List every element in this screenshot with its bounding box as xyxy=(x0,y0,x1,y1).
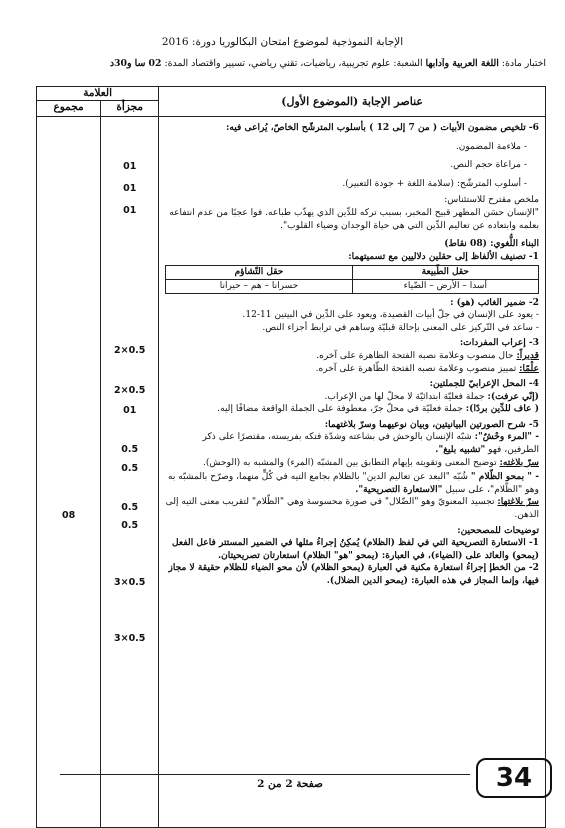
field-pessimism-words: حسرانا – هم – حيرانا xyxy=(166,279,352,293)
mark-s6-content: 01 xyxy=(123,161,137,172)
note-1: 1- الاستعارة التصريحية التي في لفظ (الظلام) يُمكِنُ إجراءُ مثلها في الضمير المستتر فاعل الفعل (يمحو) والعائد على (الضياء)، في العبارة: (يمحو "هو" الظلام) استعارتان تصريحيتان. xyxy=(172,537,539,561)
q5-answer-a xyxy=(165,431,539,456)
q5-secret-a xyxy=(165,457,539,470)
criterion-style: - أسلوب المترشّح: (سلامة اللغة + جودة التعبير). xyxy=(342,178,527,189)
mark-q4-a: 0.5 xyxy=(121,502,139,513)
footer-divider xyxy=(60,774,470,775)
mark-q3-a: 0.5 xyxy=(121,444,139,455)
q1-title: 1- تصنيف الألفاظ إلى حقلين دلاليين مع تسميتهما: xyxy=(348,250,539,262)
q5-phrase-b: - " بمحو الظّلام " xyxy=(470,471,539,483)
q4-text-b: جملة فعليّة في محلّ جرّ، معطوفة على الجملة الواقعة مضافًا إليه. xyxy=(217,404,466,415)
criterion-length: - مراعاة حجم النص. xyxy=(450,160,527,171)
mark-q5-b: 3×0.5 xyxy=(114,633,146,644)
info-duration: 02 سا و30د xyxy=(109,58,162,69)
mark-q1: 2×0.5 xyxy=(114,345,146,356)
mark-q5-a: 3×0.5 xyxy=(114,577,146,588)
answer-elements-header: عناصر الإجابة (الموضوع الأول) xyxy=(159,87,546,117)
q3-answer-b xyxy=(165,363,539,376)
mark-s6-length: 01 xyxy=(123,183,137,194)
info-prefix: اختبار مادة: xyxy=(498,58,546,69)
q3-word-b: علْمًا: xyxy=(519,362,539,374)
q4-text-a: جملة فعليّة ابتدائيّة لا محلّ لها من الإعراب. xyxy=(324,391,488,402)
field-pessimism-head: حقل التّشاؤم xyxy=(166,266,352,280)
page-label: صفحة 2 من 2 xyxy=(257,778,323,790)
q5-title: 5- شرح الصورتين البيانيتين، وبيان نوعيهما وسرّ بلاغتهما: xyxy=(324,418,539,430)
notes-title: توضيحات للمصححين: xyxy=(457,524,539,536)
answer-table xyxy=(36,86,546,828)
q3-word-a: قديراً: xyxy=(516,349,539,361)
q3-answer-a xyxy=(165,350,539,363)
q5-secret-label-a: سرّ بلاغته: xyxy=(499,456,539,468)
q5-type-a: "تشبيه بليغ". xyxy=(435,444,486,456)
total-header: مجموع xyxy=(37,101,101,117)
section6-title: 6- تلخيص مضمون الأبيات ( من 7 إلى 12 ) بأسلوب المترشّح الخاصّ، يُراعى فيه: xyxy=(226,122,539,133)
q5-secret-label-b: سرّ بلاغتها: xyxy=(497,496,539,508)
q4-title: 4- المحل الإعرابيّ للجملتين: xyxy=(429,378,539,390)
q2-answer-a: - يعود على الإنسان في جلّ أبيات القصيدة، ويعود على الدِّين في البيتين 11-12. xyxy=(242,310,539,321)
q5-phrase-a: - "المرء وحْشٌ": xyxy=(474,431,539,443)
q4-phrase-a: (إنّي عرفت): xyxy=(487,390,539,402)
q3-text-b: تمييز منصوب وعلامة نصبه الفتحة الظّاهرة على آخره. xyxy=(315,363,520,374)
q5-secret-b xyxy=(165,496,539,521)
q3-text-a: حال منصوب وعلامة نصبه الفتحة الظاهرة على آخره. xyxy=(316,350,517,361)
q4-phrase-b: ( عاف للدِّين بردًا): xyxy=(465,403,539,415)
q5-secret-text-b: تجسيد المعنويّ وهو "الضّلال" في صورة محسوسة وهي "الظّلام" لتقريب معنى التيه إلى الذهن. xyxy=(165,497,539,521)
mark-q4-b: 0.5 xyxy=(121,520,139,531)
partial-marks-column xyxy=(101,117,159,828)
mark-q2-a: 2×0.5 xyxy=(114,385,146,396)
q5-type-b: "الاستعارة التصريحية". xyxy=(355,483,443,495)
summary-label: ملخص مقترح للاستئناس: xyxy=(444,195,539,206)
partial-header: مجزأة xyxy=(101,101,159,117)
q5-text-b: شُبّه "البعد عن تعاليم الدين" بالظلام بجامع التيه في كُلٍّ منهما، وصرّح بالمشبّه به وهو "الظّلام"، على سبيل xyxy=(167,472,539,495)
q3-title: 3- إعراب المفردات: xyxy=(459,337,539,349)
exam-info xyxy=(36,58,546,69)
field-nature-words: أسدا – الأرض – الضّياء xyxy=(352,279,538,293)
q4-answer-a xyxy=(165,391,539,404)
q5-secret-text-a: توضيح المعنى وتقويته بإيهام التطابق بين المشبّه (المرء) والمشبه به (الوحش). xyxy=(202,457,500,468)
marks-header: العلامة xyxy=(37,87,159,101)
lang-title: البناء اللُّغوي: (08 نقاط) xyxy=(444,238,539,250)
mark-q3-b: 0.5 xyxy=(121,463,139,474)
q5-answer-b xyxy=(165,471,539,496)
mark-total-lang: 08 xyxy=(61,510,76,521)
document-title: الإجابة النموذجية لموضوع امتحان البكالوريا دورة: 2016 xyxy=(161,36,404,48)
mark-q2-b: 01 xyxy=(123,405,137,416)
note-2: 2- من الخطإ إجراءُ استعارة مكنية في العبارة (يمحو الظلام) لأن محو الضياء للظلام حقيقة لا مجاز فيها، وإنما المجاز في هذه العبارة: (يمحو الدين الضلال). xyxy=(168,562,539,586)
q4-answer-b xyxy=(165,403,539,416)
q5-text-a: شبّه الإنسان بالوحش في بشاعته وشدّة فتكه بفريسته، مقتصرًا على ذكر الطرفين، فهو xyxy=(202,432,539,456)
q2-title: 2- ضمير الغائب (هو) : xyxy=(450,296,539,308)
answer-body xyxy=(159,117,546,828)
semantic-fields-table xyxy=(165,265,539,293)
info-branches: الشعبة: علوم تجريبية، رياضيات، تقني رياضي، تسيير واقتصاد المدة: xyxy=(161,58,426,69)
page-number-box: 34 xyxy=(476,758,552,798)
field-nature-head: حقل الطّبيعة xyxy=(352,266,538,280)
q2-answer-b: - ساعد في التّركيز على المعنى بإحالة قبليّة وساهم في ترابط أجزاء النص. xyxy=(262,322,539,333)
total-marks-column xyxy=(37,117,101,828)
summary-text: "الإنسان حسَن المظهر قبيح المخبر، بسبب تركه للدِّين الذي يهذّب طباعه. فوا عجبًا من عدم انتفاعه بعلمه وابتعاده عن تعاليم الدِّين التي هي حياة الوجدان وضياء القلوب". xyxy=(169,207,539,231)
info-subject: اللغة العربية وآدابها xyxy=(425,58,499,69)
criterion-content: - ملاءمة المضمون. xyxy=(455,141,527,152)
mark-s6-style: 01 xyxy=(123,205,137,216)
